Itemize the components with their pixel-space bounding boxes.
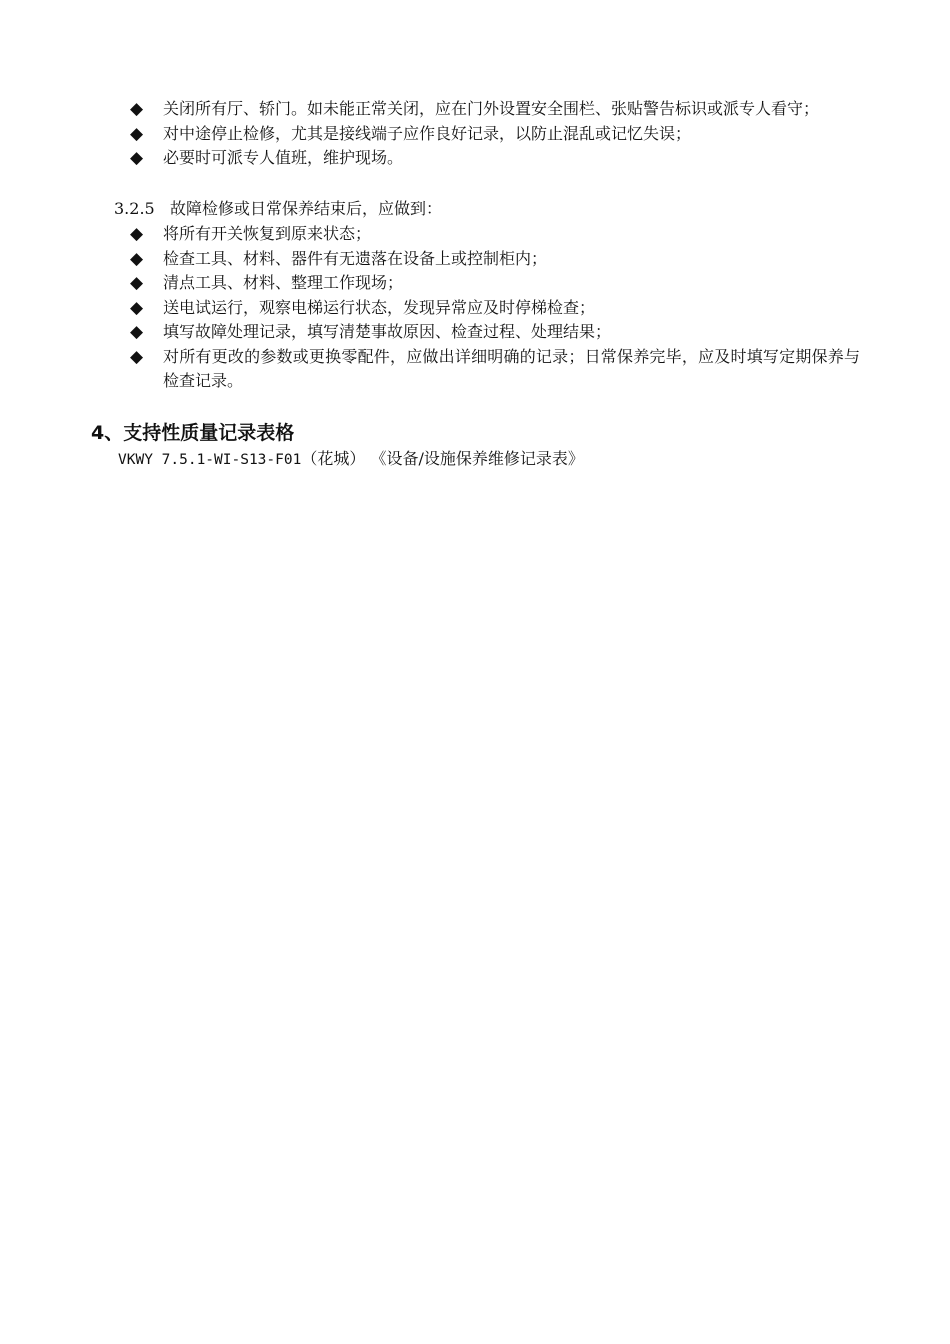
list-item [130, 146, 860, 171]
list-item-text: 对中途停止检修，尤其是接线端子应作良好记录，以防止混乱或记忆失误； [163, 123, 692, 143]
diamond-bullet-icon: ◆ [130, 123, 144, 144]
list-item [130, 345, 860, 394]
diamond-bullet-icon: ◆ [130, 273, 144, 293]
list-item-text: 送电试运行，观察电梯运行状态，发现异常应及时停梯检查； [163, 297, 596, 317]
list-item-text: 填写故障处理记录，填写清楚事故原因、检查过程、处理结果； [163, 322, 612, 341]
precautions-list [130, 97, 860, 171]
clause-text: 故障检修或日常保养结束后，应做到： [169, 199, 442, 218]
list-item-text: 将所有开关恢复到原来状态； [163, 224, 372, 243]
diamond-bullet-icon: ◆ [130, 346, 144, 367]
section-4-heading: 4、支持性质量记录表格 [91, 422, 295, 444]
diamond-bullet-icon: ◆ [130, 148, 144, 168]
diamond-bullet-icon: ◆ [130, 322, 144, 342]
list-item-text: 清点工具、材料、整理工作现场； [163, 273, 404, 292]
list-item [130, 296, 860, 321]
record-site: （花城） [301, 449, 366, 468]
list-item-text: 检查工具、材料、器件有无遗落在设备上或控制柜内； [163, 248, 548, 268]
diamond-bullet-icon: ◆ [130, 224, 144, 244]
quality-record-reference [118, 447, 584, 472]
diamond-bullet-icon: ◆ [130, 99, 144, 119]
list-item-text: 对所有更改的参数或更换零配件，应做出详细明确的记录；日常保养完毕，应及时填写定期保养与检查记录。 [163, 346, 860, 390]
list-item [130, 271, 860, 296]
diamond-bullet-icon: ◆ [130, 248, 144, 269]
list-item-text: 关闭所有厅、轿门。如未能正常关闭，应在门外设置安全围栏、张贴警告标识或派专人看守； [163, 99, 820, 118]
diamond-bullet-icon: ◆ [130, 297, 144, 318]
clause-number: 3.2.5 [114, 199, 155, 218]
list-item [130, 97, 860, 122]
list-item-text: 必要时可派专人值班，维护现场。 [163, 148, 404, 167]
list-item [130, 122, 860, 147]
record-title: 《设备/设施保养维修记录表》 [370, 449, 584, 468]
record-code: VKWY 7.5.1-WI-S13-F01 [118, 452, 302, 468]
list-item [130, 320, 860, 345]
completion-steps-list [130, 222, 860, 394]
clause-3-2-5 [114, 197, 442, 222]
list-item [130, 222, 860, 247]
list-item [130, 247, 860, 272]
